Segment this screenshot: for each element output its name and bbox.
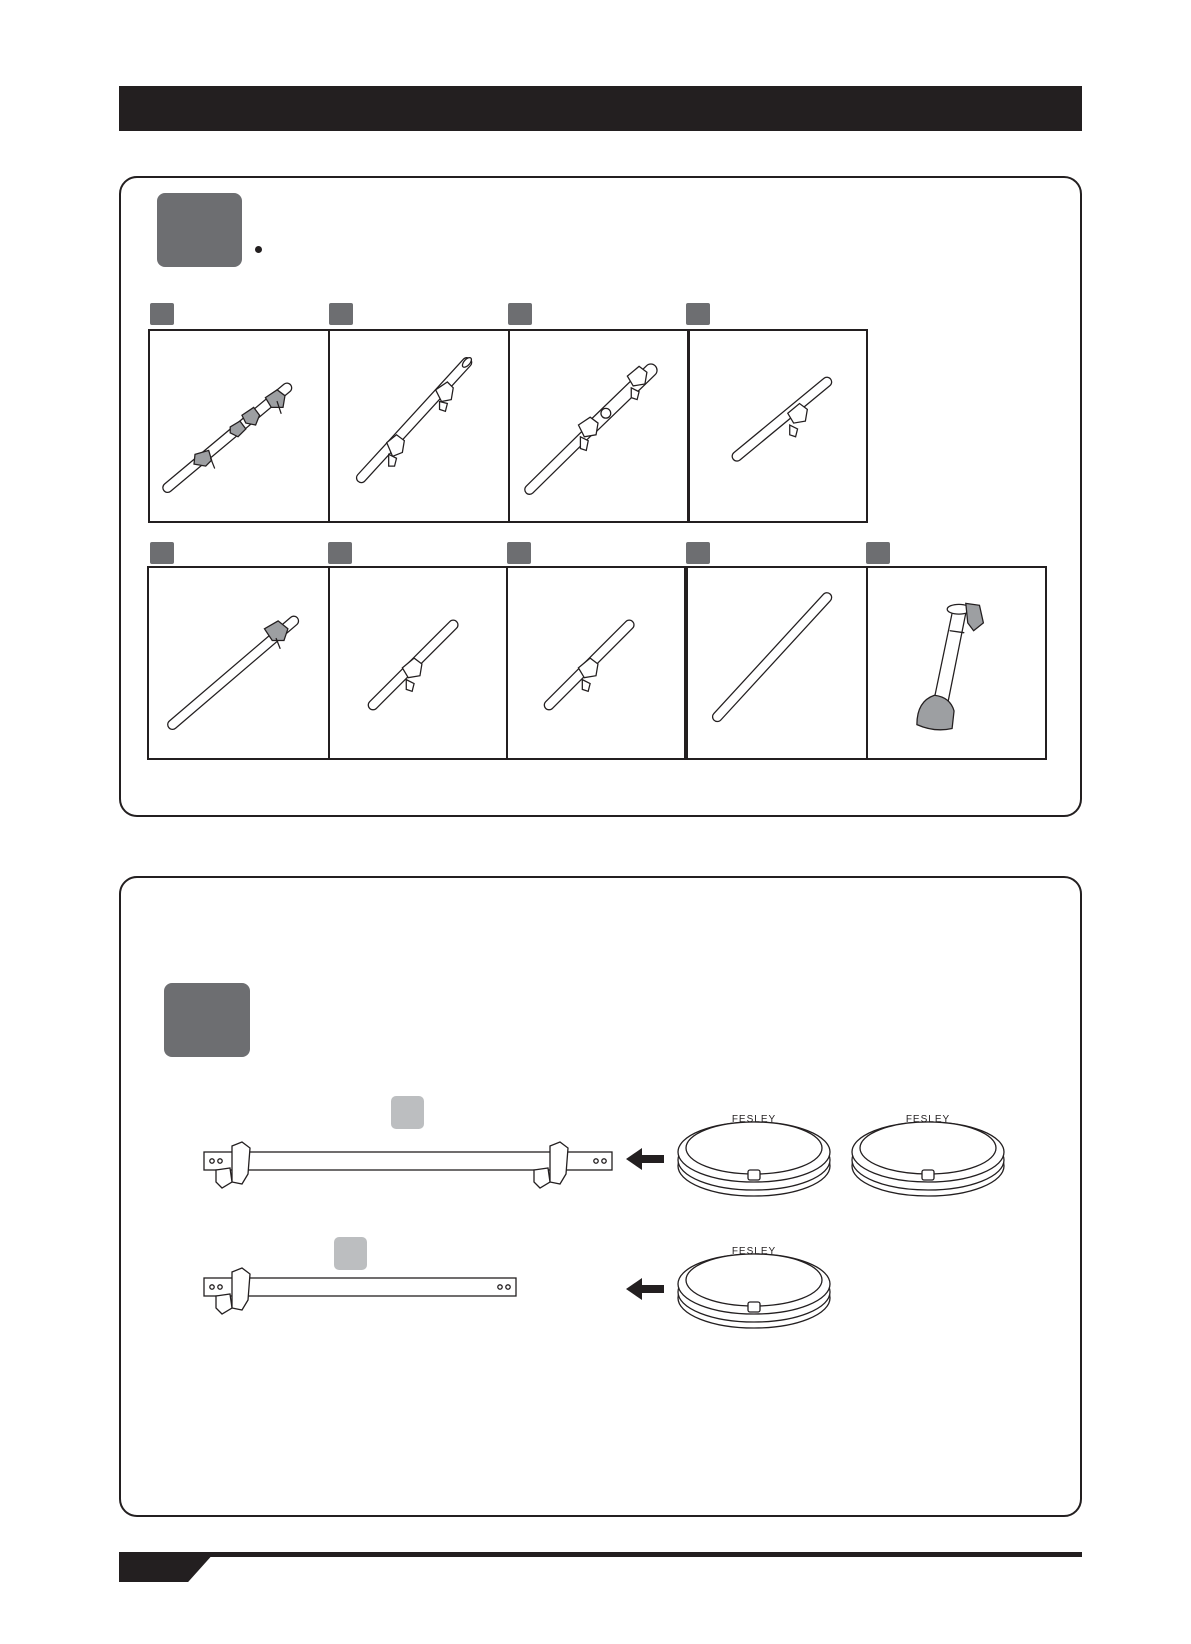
step-badge: [164, 983, 250, 1057]
short-crossbar-with-clamp-icon: [198, 1266, 522, 1322]
short-pipe-with-clamp-icon: [690, 331, 866, 521]
part-tag: [150, 303, 174, 325]
part-cell: [147, 566, 330, 760]
pad-brand-label: FESLEY: [905, 1114, 951, 1125]
arrow-left-icon: [626, 1148, 664, 1170]
part-tag: [329, 303, 353, 325]
drum-pad: [850, 1108, 1006, 1198]
short-pipe-with-clamp-icon: [330, 568, 506, 758]
long-crossbar-with-two-clamps-icon: [198, 1140, 618, 1196]
drum-pad: [676, 1240, 832, 1330]
part-cell: [688, 329, 868, 523]
part-tag: [686, 303, 710, 325]
part-cell: [506, 566, 686, 760]
part-tag: [328, 542, 352, 564]
drum-pad: [676, 1108, 832, 1198]
pad-brand-label: FESLEY: [731, 1246, 777, 1257]
footer-page-tab: [119, 1552, 215, 1582]
pad-brand-label: FESLEY: [731, 1114, 777, 1125]
part-cell: [328, 566, 508, 760]
part-cell: [866, 566, 1047, 760]
part-tag: [507, 542, 531, 564]
step-badge: [157, 193, 242, 267]
pipe-with-clamps-and-knob-icon: [510, 331, 687, 521]
part-tag: [508, 303, 532, 325]
foot-support-icon: [868, 568, 1045, 758]
part-cell: [148, 329, 330, 523]
long-pipe-with-tee-icon: [149, 568, 328, 758]
arrow-left-icon: [626, 1278, 664, 1300]
footer-line: [119, 1552, 1082, 1557]
part-tag: [686, 542, 710, 564]
part-cell: [508, 329, 689, 523]
plain-pipe-icon: [688, 568, 866, 758]
part-tag: [866, 542, 890, 564]
part-tag: [150, 542, 174, 564]
pipe-with-two-clamps-icon: [330, 331, 508, 521]
short-pipe-with-clamp-icon: [508, 568, 684, 758]
header-bar: [119, 86, 1082, 131]
part-cell: [328, 329, 510, 523]
sub-badge: [391, 1096, 424, 1129]
pipe-with-two-tees-and-clamp-icon: [150, 331, 328, 521]
part-cell: [686, 566, 868, 760]
bullet-dot: [255, 246, 262, 253]
